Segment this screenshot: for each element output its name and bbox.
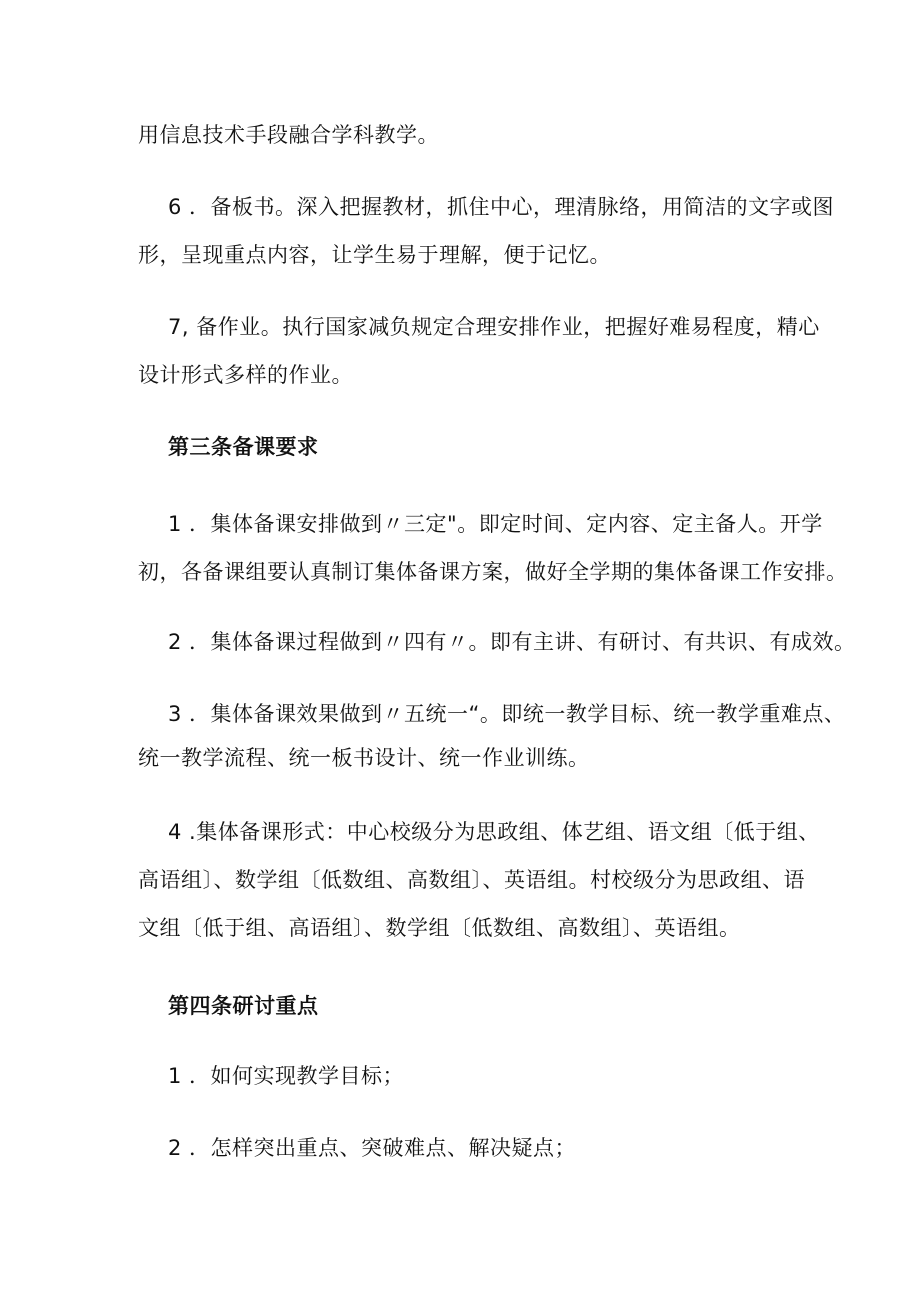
paragraph-req4-line-1: 4 .集体备课形式：中心校级分为思政组、体艺组、语文组〔低于组、 (168, 820, 820, 844)
paragraph-req3-line-1: 3 ．集体备课效果做到〃五统一“。即统一教学目标、统一教学重难点、 (168, 702, 846, 726)
paragraph-req4-line-2: 高语组〕、数学组〔低数组、高数组〕、英语组。村校级分为思政组、语 (138, 868, 805, 892)
paragraph-req4-line-3: 文组〔低于组、高语组〕、数学组〔低数组、高数组〕、英语组。 (138, 916, 741, 940)
paragraph-req2-line-1: 2 ．集体备课过程做到〃四有〃。即有主讲、有研讨、有共识、有成效。 (168, 630, 856, 654)
paragraph-item7-line-1: 7, 备作业。执行国家减负规定合理安排作业，把握好难易程度，精心 (168, 315, 820, 339)
section-heading-4: 第四条研讨重点 (168, 994, 319, 1018)
paragraph-item6-line-1: 6 ．备板书。深入把握教材，抓住中心，理清脉络，用简洁的文字或图 (168, 195, 835, 219)
paragraph-req1-line-1: 1 ．集体备课安排做到〃三定"。即定时间、定内容、定主备人。开学 (168, 512, 823, 536)
paragraph-focus1-line-1: 1 ．如何实现教学目标； (168, 1064, 405, 1088)
paragraph-req3-line-2: 统一教学流程、统一板书设计、统一作业训练。 (138, 746, 590, 770)
section-heading-3: 第三条备课要求 (168, 435, 319, 459)
paragraph-intro-tail-line-1: 用信息技术手段融合学科教学。 (138, 123, 439, 147)
paragraph-req1-line-2: 初，各备课组要认真制订集体备课方案，做好全学期的集体备课工作安排。 (138, 560, 848, 584)
paragraph-item7-line-2: 设计形式多样的作业。 (138, 363, 353, 387)
paragraph-item6-line-2: 形，呈现重点内容，让学生易于理解，便于记忆。 (138, 243, 611, 267)
paragraph-focus2-line-1: 2 ．怎样突出重点、突破难点、解决疑点； (168, 1136, 577, 1160)
